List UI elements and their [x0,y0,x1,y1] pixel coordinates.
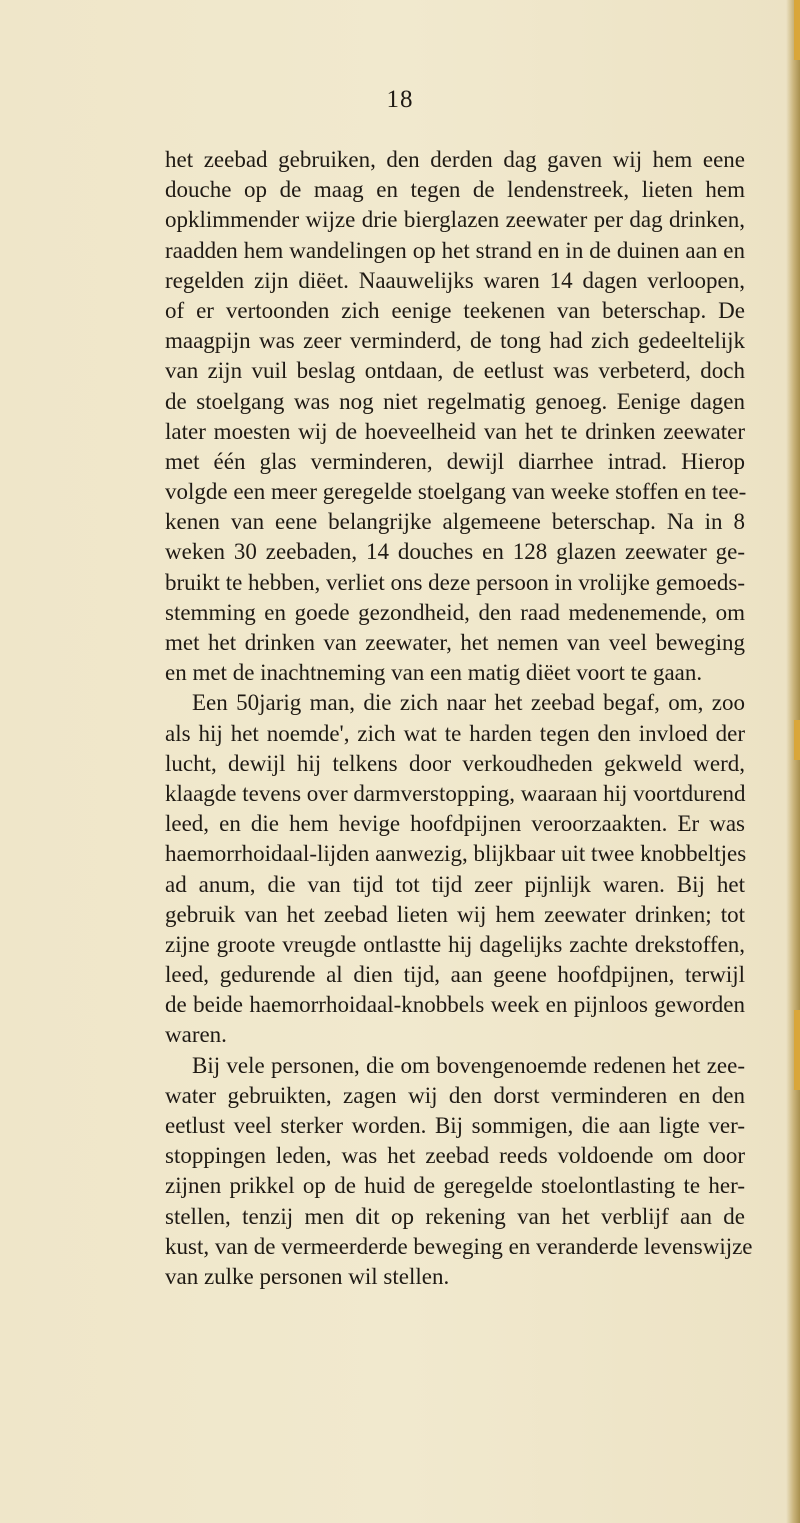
text-line: zijnen prikkel op de huid de geregelde stoelontlasting te her- [165,1173,745,1199]
text-line: kenen van eene belangrijke algemeene beterschap. Na in 8 [165,509,745,535]
page-edge-mark [794,720,800,760]
text-line: met één glas verminderen, dewijl diarrhee intrad. Hierop [165,448,745,474]
text-line: met het drinken van zeewater, het nemen van veel beweging [165,630,745,655]
text-line: haemorrhoidaal-lijden aanwezig, blijkbaar uit twee knobbeltjes [165,841,747,867]
text-line: als hij het noemde', zich wat te harden tegen den invloed der [165,720,745,746]
text-line: Bij vele personen, die om bovengenoemde redenen het zee- [192,1052,745,1078]
text-line: gebruik van het zeebad lieten wij hem zeewater drinken; tot [165,901,745,927]
page-edge [786,0,800,1523]
text-line: ad anum, die van tijd tot tijd zeer pijnlijk waren. Bij het [165,871,745,897]
text-line: later moesten wij de hoeveelheid van het te drinken zeewater [165,418,745,444]
text-line: leed, gedurende al dien tijd, aan geene hoofdpijnen, terwijl [165,962,745,988]
text-line: weken 30 zeebaden, 14 douches en 128 glazen zeewater ge- [165,539,745,565]
page-number: 18 [386,86,414,113]
text-line: water gebruikten, zagen wij den dorst verminderen en den [165,1082,745,1108]
text-line: de stoelgang was nog niet regelmatig genoeg. Eenige dagen [165,388,745,414]
text-line: of er vertoonden zich eenige teekenen van beterschap. De [165,297,745,323]
text-line: volgde een meer geregelde stoelgang van weeke stoffen en tee- [165,479,747,505]
text-line: eetlust veel sterker worden. Bij sommigen, die aan ligte ver- [165,1113,745,1138]
text-line: bruikt te hebben, verliet ons deze persoon in vrolijke gemoeds- [165,569,745,595]
text-line: raadden hem wandelingen op het strand en in de duinen aan en [165,237,745,263]
text-line: opklimmender wijze drie bierglazen zeewater per dag drinken, [165,207,745,233]
text-line: lucht, dewijl hij telkens door verkoudheden gekweld werd, [165,750,745,776]
text-line: douche op de maag en tegen de lendenstreek, lieten hem [165,177,745,203]
text-line: Een 50jarig man, die zich naar het zeebad begaf, om, zoo [192,690,745,716]
text-line: en met de inachtneming van een matig diëet voort te gaan. [165,660,703,686]
text-line: maagpijn was zeer verminderd, de tong had zich gedeeltelijk [165,328,745,354]
page-edge-mark [794,1010,800,1090]
text-line: leed, en die hem hevige hoofdpijnen veroorzaakten. Er was [165,811,745,837]
text-line: kust, van de vermeerderde beweging en veranderde levenswijze [165,1233,753,1259]
text-line: het zeebad gebruiken, den derden dag gaven wij hem eene [165,147,745,172]
text-line: stoppingen leden, was het zeebad reeds voldoende om door [165,1143,745,1169]
page-edge-mark [794,0,800,60]
text-line: van zulke personen wil stellen. [165,1263,450,1289]
text-line: stemming en goede gezondheid, den raad medenemende, om [165,599,745,625]
text-line: stellen, tenzij men dit op rekening van het verblijf aan de [165,1203,745,1229]
text-line: zijne groote vreugde ontlastte hij dagelijks zachte drekstoffen, [165,931,745,957]
text-line: klaagde tevens over darmverstopping, waaraan hij voortdurend [165,780,746,806]
text-line: waren. [165,1022,227,1048]
text-line: regelden zijn diëet. Naauwelijks waren 14 dagen verloopen, [165,267,745,293]
text-line: de beide haemorrhoidaal-knobbels week en pijnloos geworden [165,992,745,1018]
text-line: van zijn vuil beslag ontdaan, de eetlust was verbeterd, doch [165,358,745,384]
body-text [165,145,753,1292]
